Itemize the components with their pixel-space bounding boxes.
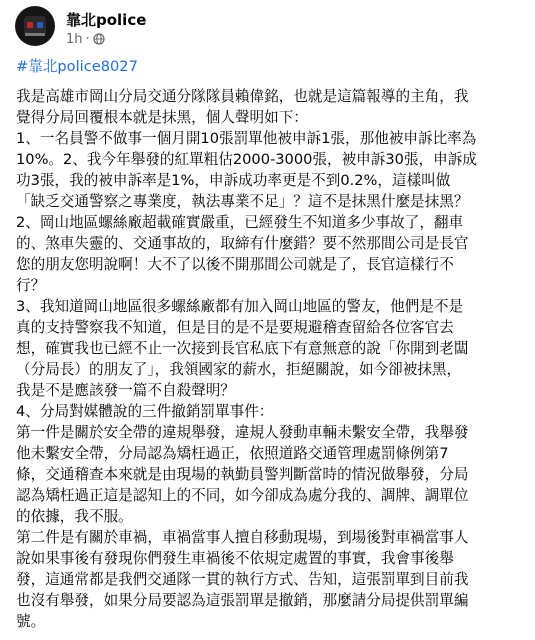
post-text-line: 10%。2、我今年舉發的紅單粗估2000-3000張，被申訴30張，申訴成 [16, 151, 477, 168]
post-text-line: 第二件是有關於車禍，車禍當事人擅自移動現場，到場後對車禍當事人 [16, 529, 469, 546]
post-text-line: 2、岡山地區螺絲廠超載確實嚴重，已經發生不知道多少事故了，翻車 [16, 214, 464, 231]
post-text-line: 也沒有舉發，如果分局要認為這張罰單是撤銷，那麼請分局提供罰單編 [16, 592, 469, 609]
post-header [0, 0, 535, 58]
post-text-line: 號。 [16, 613, 46, 630]
avatar[interactable] [15, 6, 55, 46]
post-text-line: 認為矯枉過正這是認知上的不同，如今卻成為處分我的、調牌、調單位 [16, 487, 469, 504]
post-text-line: 4、分局對媒體說的三件撤銷罰單事件： [16, 403, 274, 420]
post-text-line: 想，確實我也已經不止一次接到長官私底下有意無意的說「你開到老闆 [16, 340, 469, 357]
post-text-line: 他未繫安全帶，分局認為矯枉過正，依照道路交通管理處罰條例第7 [16, 445, 449, 462]
page-name[interactable]: 靠北police [66, 11, 147, 29]
avatar-logo-bar [25, 33, 45, 36]
post-timestamp[interactable]: 1h [66, 31, 83, 47]
post-text-line: 3、我知道岡山地區很多螺絲廠都有加入岡山地區的警友，他們是不是 [16, 298, 464, 315]
post-text-line: 我是不是應該發一篇不自殺聲明？ [16, 382, 235, 399]
hashtag-link[interactable]: #靠北police8027 [16, 58, 138, 75]
post-text-line: 「缺乏交通警察之專業度，執法專業不足」？這不是抹黑什麼是抹黑？ [16, 193, 469, 210]
post-text-line: 發，這通常都是我們交通隊一貫的執行方式、告知，這張罰單到目前我 [16, 571, 469, 588]
post-text-line: 真的支持警察我不知道，但是目的是不是要規避稽查留給各位客官去 [16, 319, 454, 336]
post-text-line: 的、煞車失靈的、交通事故的，取締有什麼錯？要不然那間公司是長官 [16, 235, 469, 252]
post-text [16, 86, 524, 632]
post-text-line: 覺得分局回覆根本就是抹黑，個人聲明如下： [16, 109, 308, 126]
post-text-line: 說如果事後有發現你們發生車禍後不依規定處置的事實，我會事後舉 [16, 550, 454, 567]
globe-icon[interactable] [93, 33, 105, 45]
post-text-line: 第一件是關於安全帶的違規舉發，違規人發動車輛未繫安全帶，我舉發 [16, 424, 469, 441]
post-text-line: 我是高雄市岡山分局交通分隊隊員賴偉銘，也就是這篇報導的主角，我 [16, 88, 469, 105]
post-text-line: 行？ [16, 277, 46, 294]
avatar-logo-blue-light [37, 22, 43, 28]
meta-separator: · [85, 31, 90, 47]
post-text-line: 1、一名員警不做事一個月開10張罰單他被申訴1張，那他被申訴比率為 [16, 130, 477, 147]
post-text-line: 功3張，我的被申訴率是1%，申訴成功率更是不到0.2%，這樣叫做 [16, 172, 451, 189]
post-text-line: 的依據，我不服。 [16, 508, 133, 525]
post-meta [66, 30, 105, 48]
post-text-line: （分局長）的朋友了」，我領國家的薪水，拒絕關說，如今卻被抹黑， [16, 361, 462, 378]
post-text-line: 條，交通稽查本來就是由現場的執勤員警判斷當時的情況做舉發，分局 [16, 466, 469, 483]
avatar-logo-red-light [27, 22, 33, 28]
post-text-line: 您的朋友您明說啊！大不了以後不開那間公司就是了，長官這樣行不 [16, 256, 454, 273]
post-body [16, 56, 524, 632]
